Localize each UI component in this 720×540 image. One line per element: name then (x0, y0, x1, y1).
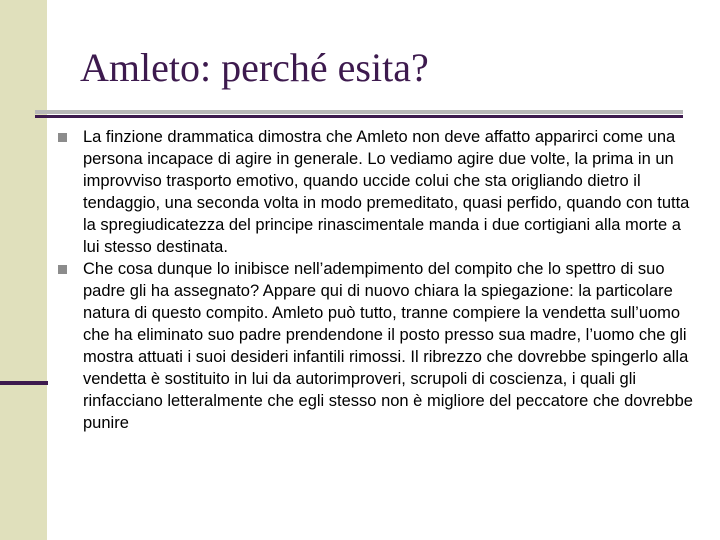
title-rule-shadow (35, 110, 683, 114)
sidebar-accent-line (0, 381, 48, 385)
square-bullet-icon (58, 265, 67, 274)
sidebar-band (0, 0, 47, 540)
square-bullet-icon (58, 133, 67, 142)
bullet-text: Che cosa dunque lo inibisce nell’adempimento del compito che lo spettro di suo padre gli ha assegnato? Appare qui di nuovo chiara la spiegazione: la particolare natura di questo compito. Amleto può tutto, tranne compiere la vendetta sull’uomo che ha eliminato suo padre prendendone il posto presso sua madre, l’uomo che gli mostra attuati i suoi desideri infantili rimossi. Il ribrezzo che dovrebbe spingerlo alla vendetta è sostituito in lui da autorimproveri, scrupoli di coscienza, i quali gli rinfacciano letteralmente che egli stesso non è migliore del peccatore che dovrebbe punire (83, 260, 693, 432)
bullet-list (58, 126, 698, 434)
bullet-item (58, 258, 698, 434)
slide-title: Amleto: perché esita? (80, 45, 429, 90)
title-rule (35, 115, 683, 118)
bullet-text: La finzione drammatica dimostra che Amleto non deve affatto apparirci come una persona incapace di agire in generale. Lo vediamo agire due volte, la prima in un improvviso trasporto emotivo, quando uccide colui che sta origliando dietro il tendaggio, una seconda volta in modo premeditato, quasi perfido, quando con tutta la spregiudicatezza del principe rinascimentale manda i due cortigiani alla morte a lui stesso destinata. (83, 128, 690, 256)
bullet-item (58, 126, 698, 258)
